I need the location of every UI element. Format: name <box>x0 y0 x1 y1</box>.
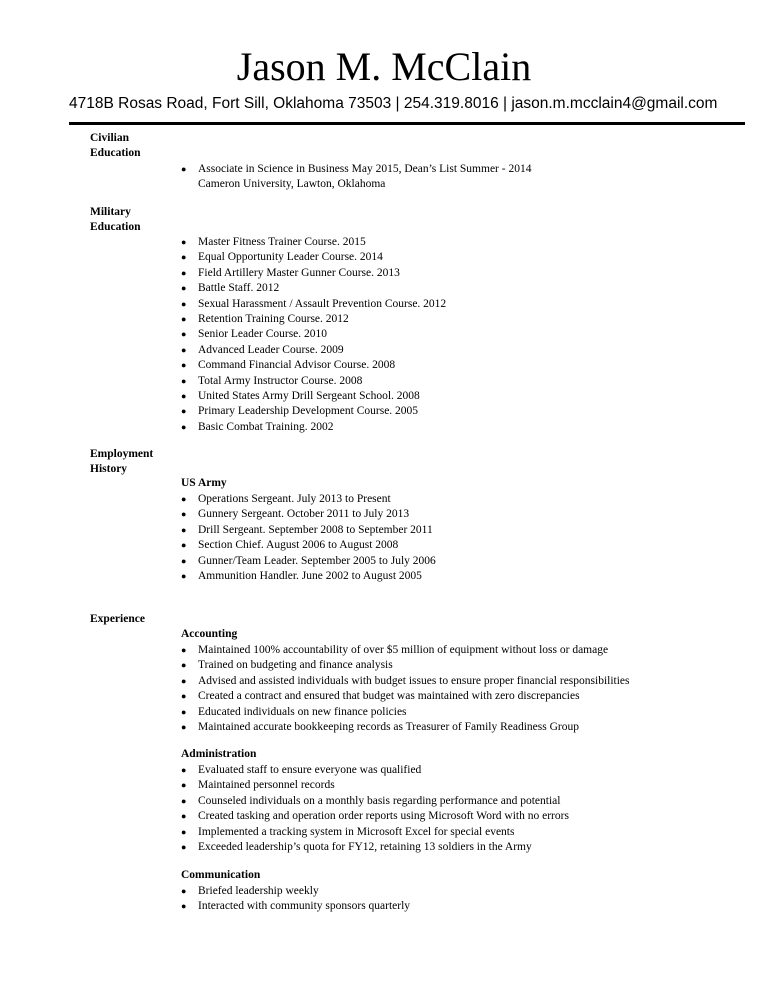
list-item: ● Gunner/Team Leader. September 2005 to July 2006 <box>181 554 436 569</box>
bullet-icon: ● <box>181 811 187 822</box>
list-item: ● Ammunition Handler. June 2002 to August 2005 <box>181 569 436 584</box>
list-item: ● Created tasking and operation order reports using Microsoft Word with no errors <box>181 809 569 824</box>
civilian-education-list <box>181 162 531 177</box>
bullet-icon: ● <box>181 571 187 582</box>
civilian-education-school: Cameron University, Lawton, Oklahoma <box>198 178 386 190</box>
section-label-experience: Experience <box>90 613 145 625</box>
military-education-list <box>181 235 446 435</box>
bullet-icon: ● <box>181 252 187 263</box>
list-item: ● Maintained personnel records <box>181 778 569 793</box>
list-item: ● Field Artillery Master Gunner Course. 2013 <box>181 266 446 281</box>
list-item: ● Sexual Harassment / Assault Prevention Course. 2012 <box>181 297 446 312</box>
bullet-icon: ● <box>181 901 187 912</box>
bullet-icon: ● <box>181 660 187 671</box>
label-line: Civilian <box>90 132 129 144</box>
resume-name: Jason M. McClain <box>236 44 532 89</box>
bullet-icon: ● <box>181 344 187 355</box>
bullet-icon: ● <box>181 722 187 733</box>
list-item: ● Maintained accurate bookkeeping records as Treasurer of Family Readiness Group <box>181 720 630 735</box>
list-item: ● Equal Opportunity Leader Course. 2014 <box>181 250 446 265</box>
bullet-icon: ● <box>181 494 187 504</box>
list-item: ● Briefed leadership weekly <box>181 884 410 899</box>
list-item: ● Section Chief. August 2006 to August 2008 <box>181 538 436 553</box>
subsection-communication: Communication <box>181 869 261 881</box>
list-item: ● Advanced Leader Course. 2009 <box>181 343 446 358</box>
contact-line: 4718B Rosas Road, Fort Sill, Oklahoma 73503 | 254.319.8016 | jason.m.mcclain4@gmail.com <box>69 95 718 112</box>
accounting-list <box>181 643 630 735</box>
list-item: ● Created a contract and ensured that budget was maintained with zero discrepancies <box>181 689 630 704</box>
bullet-icon: ● <box>181 795 187 806</box>
list-item: ● Gunnery Sergeant. October 2011 to July 2013 <box>181 507 436 522</box>
bullet-icon: ● <box>181 675 187 686</box>
bullet-icon: ● <box>181 406 187 417</box>
section-label-civilian <box>90 131 141 161</box>
bullet-icon: ● <box>181 329 187 340</box>
administration-list <box>181 763 569 855</box>
list-item: ● Operations Sergeant. July 2013 to Present <box>181 492 436 507</box>
label-line: Employment <box>90 448 154 460</box>
bullet-icon: ● <box>181 283 187 294</box>
header-divider <box>69 122 745 125</box>
bullet-icon: ● <box>181 164 187 174</box>
list-item: ● Advised and assisted individuals with budget issues to ensure proper financial responsibilities <box>181 674 630 689</box>
employer-name: US Army <box>181 477 227 489</box>
bullet-icon: ● <box>181 842 187 853</box>
list-item: ● Trained on budgeting and finance analysis <box>181 658 630 673</box>
subsection-accounting: Accounting <box>181 628 238 640</box>
section-label-military <box>90 205 141 235</box>
list-item: ● Associate in Science in Business May 2015, Dean’s List Summer - 2014 <box>181 162 531 177</box>
list-item: ● Total Army Instructor Course. 2008 <box>181 374 446 389</box>
bullet-icon: ● <box>181 391 187 402</box>
label-line: History <box>90 463 128 475</box>
bullet-icon: ● <box>181 780 187 791</box>
list-item: ● Primary Leadership Development Course. 2005 <box>181 404 446 419</box>
bullet-icon: ● <box>181 540 187 551</box>
bullet-icon: ● <box>181 691 187 702</box>
bullet-icon: ● <box>181 360 187 371</box>
list-item: ● Battle Staff. 2012 <box>181 281 446 296</box>
bullet-icon: ● <box>181 298 187 309</box>
list-item: ● Command Financial Advisor Course. 2008 <box>181 358 446 373</box>
list-item: ● Educated individuals on new finance policies <box>181 705 630 720</box>
section-label-employment <box>90 447 153 477</box>
list-item: ● Drill Sergeant. September 2008 to September 2011 <box>181 523 436 538</box>
bullet-icon: ● <box>181 421 187 432</box>
bullet-icon: ● <box>181 886 187 896</box>
bullet-icon: ● <box>181 555 187 566</box>
bullet-icon: ● <box>181 314 187 325</box>
bullet-icon: ● <box>181 524 187 535</box>
list-item: ● Retention Training Course. 2012 <box>181 312 446 327</box>
list-item: ● Implemented a tracking system in Microsoft Excel for special events <box>181 825 569 840</box>
list-item: ● Master Fitness Trainer Course. 2015 <box>181 235 446 250</box>
subsection-administration: Administration <box>181 748 257 760</box>
bullet-icon: ● <box>181 267 187 278</box>
employment-list <box>181 492 436 584</box>
label-line: Education <box>90 221 141 233</box>
list-item: ● Exceeded leadership’s quota for FY12, retaining 13 soldiers in the Army <box>181 840 569 855</box>
list-item: ● Senior Leader Course. 2010 <box>181 327 446 342</box>
bullet-icon: ● <box>181 826 187 837</box>
bullet-icon: ● <box>181 706 187 717</box>
list-item: ● Interacted with community sponsors quarterly <box>181 899 410 914</box>
list-item: ● United States Army Drill Sergeant School. 2008 <box>181 389 446 404</box>
bullet-icon: ● <box>181 509 187 520</box>
list-item: ● Maintained 100% accountability of over $5 million of equipment without loss or damage <box>181 643 630 658</box>
list-item: ● Evaluated staff to ensure everyone was qualified <box>181 763 569 778</box>
list-item: ● Counseled individuals on a monthly basis regarding performance and potential <box>181 794 569 809</box>
bullet-icon: ● <box>181 645 187 655</box>
bullet-icon: ● <box>181 237 187 247</box>
label-line: Education <box>90 147 141 159</box>
communication-list <box>181 884 410 915</box>
bullet-icon: ● <box>181 765 187 775</box>
bullet-icon: ● <box>181 375 187 386</box>
list-item: ● Basic Combat Training. 2002 <box>181 420 446 435</box>
label-line: Military <box>90 206 131 218</box>
